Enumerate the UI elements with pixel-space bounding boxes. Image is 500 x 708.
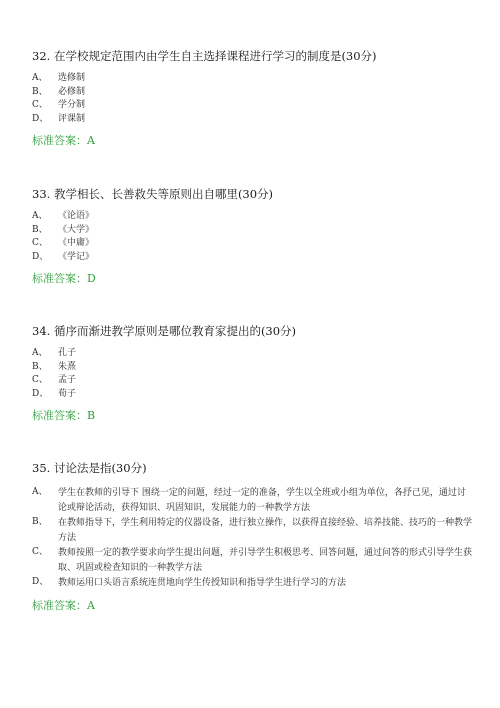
option-a xyxy=(32,210,472,224)
question-title: 33. 教学相长、长善救失等原则出自哪里(30分) xyxy=(32,187,274,201)
option-text: 《中庸》 xyxy=(58,238,95,248)
option-text: 评课制 xyxy=(58,113,86,124)
option-text: 教师按照一定的教学要求向学生提出问题，并引导学生积极思考、回答问题，通过问答的形式引导学生获取、巩固或检查知识的一种教学方法 xyxy=(58,548,473,573)
option-letter: C、 xyxy=(32,100,48,110)
option-c xyxy=(32,374,472,388)
standard-answer: 标准答案：A xyxy=(32,134,95,147)
option-text: 选修制 xyxy=(58,73,86,83)
question-34 xyxy=(32,323,472,423)
option-b xyxy=(32,361,472,375)
standard-answer: 标准答案：A xyxy=(32,599,95,612)
option-letter: B、 xyxy=(32,86,48,97)
option-text: 朱熹 xyxy=(58,361,77,372)
option-b xyxy=(32,86,472,100)
question-title: 34. 循序而渐进教学原则是哪位教育家提出的(30分) xyxy=(32,324,297,338)
option-c xyxy=(32,237,472,251)
option-c xyxy=(32,99,472,113)
question-33 xyxy=(32,186,472,286)
option-d xyxy=(32,251,472,265)
option-letter: C、 xyxy=(32,547,48,557)
option-text: 学生在教师的引导下 围绕一定的问题，经过一定的准备，学生以全班或小组为单位，各抒己见，通过讨论或辩论活动，获得知识、巩固知识，发展能力的一种教学方法 xyxy=(58,488,466,513)
option-text: 在教师指导下，学生利用特定的仪器设备，进行独立操作，以获得直接经验、培养技能、技巧的一种教学方法 xyxy=(58,518,473,543)
option-letter: A、 xyxy=(32,487,48,497)
option-a xyxy=(32,72,472,86)
option-d xyxy=(32,388,472,402)
option-d xyxy=(32,576,472,591)
option-letter: B、 xyxy=(32,361,48,372)
option-letter: D、 xyxy=(32,251,49,262)
option-letter: C、 xyxy=(32,375,48,385)
option-b xyxy=(32,224,472,238)
option-text: 孔子 xyxy=(58,348,77,358)
option-text: 《大学》 xyxy=(58,224,95,235)
option-letter: C、 xyxy=(32,238,48,248)
standard-answer: 标准答案：D xyxy=(32,272,96,285)
option-text: 荀子 xyxy=(58,388,77,399)
option-c xyxy=(32,546,472,576)
option-text: 必修制 xyxy=(58,86,86,97)
option-letter: B、 xyxy=(32,517,48,527)
option-text: 孟子 xyxy=(58,375,77,385)
option-letter: A、 xyxy=(32,73,48,83)
option-d xyxy=(32,113,472,127)
standard-answer: 标准答案：B xyxy=(32,409,96,422)
option-text: 学分制 xyxy=(58,100,86,110)
option-a xyxy=(32,486,472,516)
option-b xyxy=(32,516,472,546)
question-title: 35. 讨论法是指(30分) xyxy=(32,461,147,475)
option-letter: D、 xyxy=(32,113,49,124)
question-32 xyxy=(32,48,472,148)
question-35 xyxy=(32,460,472,613)
option-letter: A、 xyxy=(32,211,48,221)
question-title: 32. 在学校规定范围内由学生自主选择课程进行学习的制度是(30分) xyxy=(32,49,377,63)
option-text: 《论语》 xyxy=(58,211,95,221)
option-letter: A、 xyxy=(32,348,48,358)
option-letter: D、 xyxy=(32,388,49,399)
option-letter: D、 xyxy=(32,577,49,587)
option-text: 《学记》 xyxy=(58,251,95,262)
option-a xyxy=(32,347,472,361)
option-letter: B、 xyxy=(32,224,48,235)
option-text: 教师运用口头语言系统连贯地向学生传授知识和指导学生进行学习的方法 xyxy=(58,578,347,588)
